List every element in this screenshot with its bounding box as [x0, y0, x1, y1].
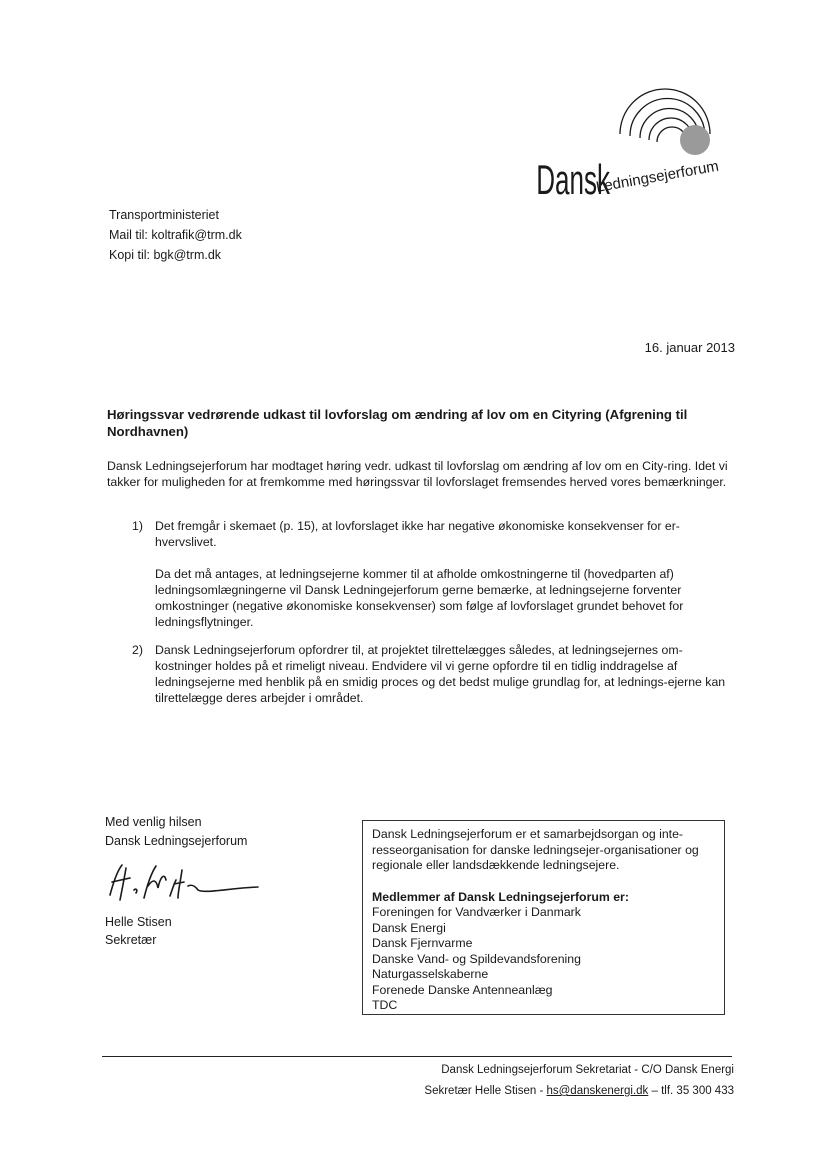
member-item: Danske Vand- og Spildevandsforening [372, 951, 581, 966]
footer-line-1: Dansk Ledningsejerforum Sekretariat - C/O Dansk Energi [441, 1064, 734, 1076]
signer-name: Helle Stisen [105, 915, 172, 929]
member-item: Dansk Fjernvarme [372, 936, 473, 950]
infobox-intro: Dansk Ledningsejerforum er et samarbejdsorgan og inte-resseorganisation for danske ledningsejer-organisationer og regionale eller landsdækkende ledningsejere. [372, 827, 699, 872]
point-number: 2) [132, 643, 143, 657]
intro-paragraph: Dansk Ledningsejerforum har modtaget høring vedr. udkast til lovforslag om ændring af lov om en City-ring. Idet vi takker for muligheden for at fremkomme med høringssvar til lovforslaget fremsendes herved vores bemærkninger. [107, 459, 728, 489]
letter-title: Høringssvar vedrørende udkast til lovforslag om ændring af lov om en Cityring (Afgrening til Nordhavnen) [107, 407, 688, 439]
member-item: Forenede Danske Antenneanlæg [372, 982, 553, 997]
point-text: Det fremgår i skemaet (p. 15), at lovforslaget ikke har negative økonomiske konsekvenser for er-hvervslivet. [155, 519, 680, 549]
recipient-block [109, 205, 242, 265]
closing-block [105, 813, 247, 851]
point-number: 1) [132, 519, 143, 533]
letter-date: 16. januar 2013 [644, 340, 735, 355]
member-item: TDC [372, 998, 398, 1012]
closing-greeting: Med venlig hilsen [105, 815, 202, 829]
footer-divider [102, 1056, 732, 1057]
footer-email-link[interactable]: hs@danskenergi.dk [546, 1085, 649, 1097]
members-list [372, 905, 724, 1014]
recipient-mail: Mail til: koltrafik@trm.dk [109, 228, 242, 242]
point-1-followup: Da det må antages, at ledningsejerne kommer til at afholde omkostningerne til (hovedparten af) ledningsomlægningerne vil Dansk Ledningejerforum gerne bemærke, at ledningsejerne forventer omkostninger (negative økonomiske konsekvenser) som følge af lovforslaget grundet behovet for ledningsflytninger. [155, 567, 684, 629]
signer-role: Sekretær [105, 933, 157, 947]
company-logo [535, 72, 765, 202]
footer-prefix: Sekretær Helle Stisen - [424, 1085, 547, 1097]
members-title: Medlemmer af Dansk Ledningsejerforum er: [372, 889, 629, 904]
closing-org: Dansk Ledningsejerforum [105, 834, 248, 848]
logo-word-dansk: Dansk [536, 156, 611, 202]
signer-block [105, 913, 172, 949]
member-item: Foreningen for Vandværker i Danmark [372, 905, 581, 919]
recipient-org: Transportministeriet [109, 208, 219, 222]
member-item: Dansk Energi [372, 920, 446, 935]
logo-dot-icon [680, 125, 710, 155]
organization-info-box [362, 820, 725, 1015]
footer-line-2 [424, 1085, 734, 1097]
signature-image [100, 860, 260, 905]
footer-suffix: – tlf. 35 300 433 [648, 1085, 734, 1097]
point-text: Dansk Ledningsejerforum opfordrer til, at projektet tilrettelægges således, at ledningsejernes om-kostninger holdes på et rimeligt niveau. Endvidere vil vi gerne opfordre til en tidlig inddragelse af ledningsejerne med henblik på en smidig proces og det bedst mulige grundlag for, at lednings-ejerne kan tilrettelægge deres arbejder i området. [155, 643, 726, 705]
logo-word-rest: Ledningsejerforum [594, 157, 721, 196]
recipient-copy: Kopi til: bgk@trm.dk [109, 248, 222, 262]
member-item: Naturgasselskaberne [372, 967, 489, 981]
